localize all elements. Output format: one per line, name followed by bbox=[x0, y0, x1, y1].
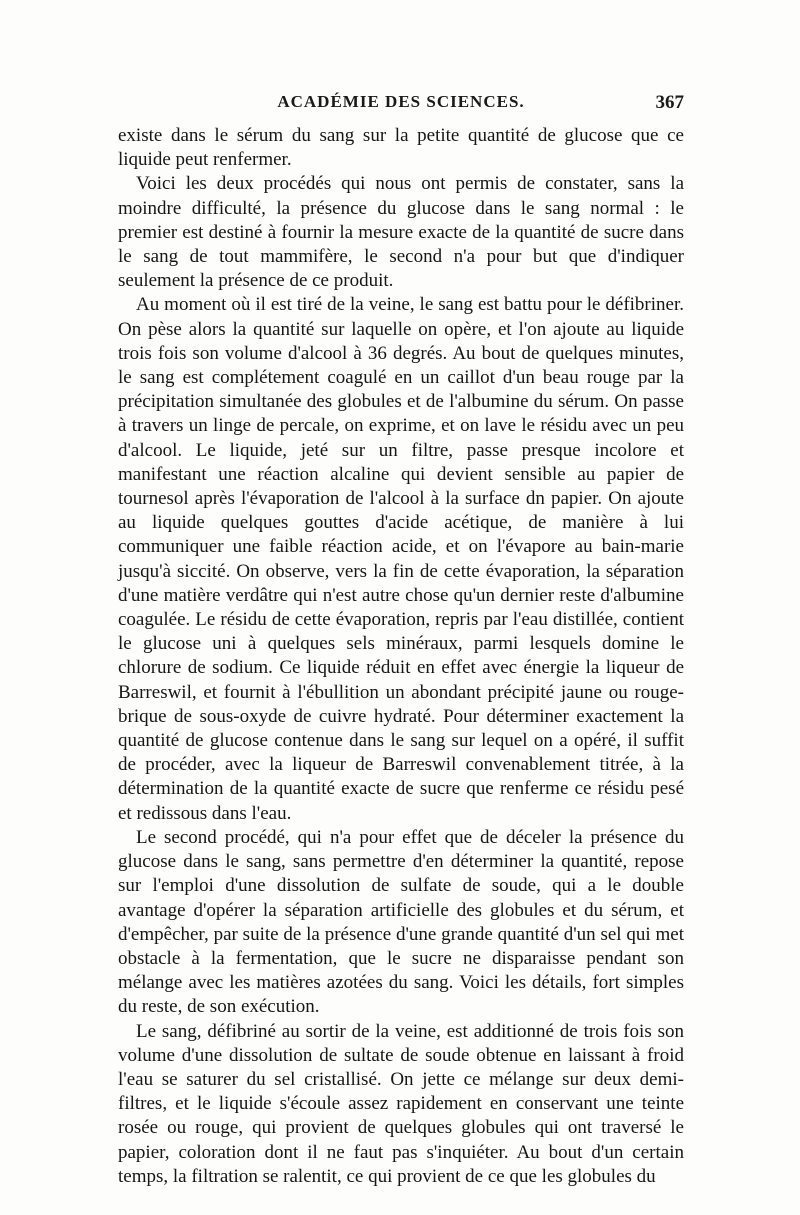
running-head bbox=[118, 92, 684, 122]
running-title: ACADÉMIE DES SCIENCES. bbox=[277, 92, 525, 111]
paragraph-first-procedure: Au moment où il est tiré de la veine, le sang est battu pour le défibriner. On pèse alors la quantité sur laquelle on opère, et l'on ajoute au liquide trois fois son volume d'alcool à 36 degrés. Au bout de quelques minutes, le sang est complétement coagulé en un caillot d'un beau rouge par la précipitation simultanée des globules et de l'albumine du sérum. On passe à travers un linge de percale, on exprime, et on lave le résidu avec un peu d'alcool. Le liquide, jeté sur un filtre, passe presque incolore et manifestant une réaction alcaline qui devient sensible au papier de tournesol après l'évaporation de l'alcool à la surface dn papier. On ajoute au liquide quelques gouttes d'acide acétique, de manière à lui communiquer une faible réaction acide, et on l'évapore au bain-marie jusqu'à siccité. On observe, vers la fin de cette évaporation, la séparation d'une matière verdâtre qui n'est autre chose qu'un dernier reste d'albumine coagulée. Le résidu de cette évaporation, repris par l'eau distillée, contient le glucose uni à quelques sels minéraux, parmi lesquels domine le chlorure de sodium. Ce liquide réduit en effet avec énergie la liqueur de Barreswil, et fournit à l'ébullition un abondant précipité jaune ou rouge-brique de sous-oxyde de cuivre hydraté. Pour déterminer exactement la quantité de glucose contenue dans le sang sur lequel on a opéré, il suffit de procéder, avec la liqueur de Barreswil convenablement titrée, à la détermination de la quantité exacte de sucre que renferme ce résidu pesé et redissous dans l'eau. bbox=[118, 294, 684, 824]
body-text bbox=[118, 124, 684, 1189]
paragraph-second-procedure: Le second procédé, qui n'a pour effet que de déceler la présence du glucose dans le sang, sans permettre d'en déterminer la quantité, repose sur l'emploi d'une dissolution de sulfate de soude, qui a le double avantage d'opérer la séparation artificielle des globules et du sérum, et d'empêcher, par suite de la présence d'une grande quantité d'un sel qui met obstacle à la fermentation, que le sucre ne disparaisse pendant son mélange avec les matières azotées du sang. Voici les détails, fort simples du reste, de son exécution. bbox=[118, 826, 684, 1018]
paragraph-continuation: existe dans le sérum du sang sur la petite quantité de glucose que ce liquide peut renfermer. bbox=[118, 125, 684, 171]
paragraph-execution: Le sang, défibriné au sortir de la veine, est additionné de trois fois son volume d'une dissolution de sultate de soude obtenue en laissant à froid l'eau se saturer du sel cristallisé. On jette ce mélange sur deux demi-filtres, et le liquide s'écoule assez rapidement en conservant une teinte rosée ou rouge, qui provient de quelques globules qui ont traversé le papier, coloration dont il ne faut pas s'inquiéter. Au bout d'un certain temps, la filtration se ralentit, ce qui provient de ce que les globules du bbox=[118, 1020, 684, 1187]
page-number: 367 bbox=[655, 92, 684, 113]
paragraph-two-procedures: Voici les deux procédés qui nous ont permis de constater, sans la moindre difficulté, la présence du glucose dans le sang normal : le premier est destiné à fournir la mesure exacte de la quantité de sucre dans le sang de tout mammifère, le second n'a pour but que d'indiquer seulement la présence de ce produit. bbox=[118, 173, 684, 292]
